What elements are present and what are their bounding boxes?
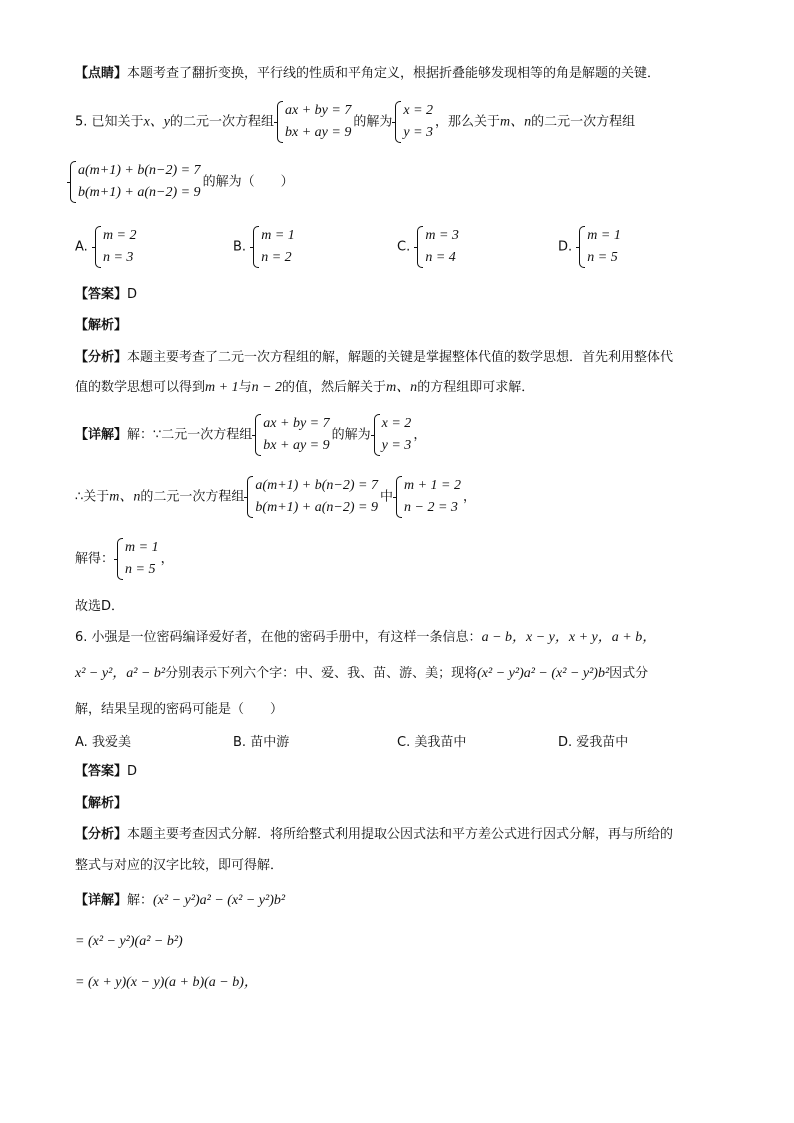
xiangjie-text: ， [463, 489, 477, 505]
xiangjie-tag: 【详解】 [75, 427, 128, 443]
fenxi-text: 的值，然后解关于 [282, 380, 387, 395]
equation: y = 3 [381, 438, 412, 453]
equation: n − 2 = 3 [404, 500, 458, 515]
q5-stem-line2 [75, 160, 294, 205]
q5-solution-1 [394, 100, 433, 144]
q6-option-c [397, 731, 466, 750]
q6-fenxi-line1 [75, 825, 673, 845]
answer-value: D [127, 764, 138, 779]
q5-stem-text: 的二元一次方程组 [531, 114, 636, 130]
equation: n = 5 [125, 562, 156, 577]
q6-xiangjie-line1 [75, 891, 285, 911]
q5-xiangjie-line3 [75, 537, 174, 582]
xiangjie-text: 解： [127, 893, 154, 908]
dianjing-text: 本题考查了翻折变换，平行线的性质和平角定义，根据折叠能够发现相等的角是解题的关键． [127, 66, 661, 81]
fenxi-tag: 【分析】 [75, 827, 128, 842]
q5-xiangjie-line1 [75, 413, 426, 458]
q6-option-a [75, 731, 131, 750]
q6-stem-line2 [75, 664, 648, 684]
q5-option-d [558, 225, 623, 269]
q5-stem-line1 [75, 100, 635, 145]
fenxi-text: 的方程组即可求解． [417, 380, 535, 395]
q5-fenxi-line1 [75, 348, 673, 368]
equation: m + 1 = 2 [404, 478, 462, 493]
q5-vars-xy: x、y [143, 114, 170, 130]
xiangjie-tag: 【详解】 [75, 893, 128, 908]
math-expr: x² − y²，a² − b² [75, 666, 166, 681]
equation: m = 1 [587, 228, 621, 243]
q5-system-1 [276, 100, 351, 144]
option-system [94, 225, 137, 269]
equation: b(m+1) + a(n−2) = 9 [78, 185, 201, 200]
q5-vars-mn: m、n [500, 114, 532, 130]
xj-solution-1 [373, 413, 412, 457]
math-expr: a − b，x − y，x + y，a + b， [481, 630, 657, 645]
option-label: B. [233, 239, 247, 255]
option-text: 爱我苗中 [576, 735, 629, 750]
q6-fenxi-line2: 整式与对应的汉字比较，即可得解． [75, 858, 284, 873]
math-expr: = (x² − y²)(a² − b²) [75, 934, 183, 949]
q5-stem-text: ，那么关于 [435, 114, 501, 130]
xiangjie-text: 的解为 [331, 427, 371, 443]
q5-option-c [397, 225, 461, 269]
q5-conclusion: 故选D． [75, 599, 125, 614]
q6-option-b [233, 731, 289, 750]
prev-note [75, 64, 660, 84]
q5-option-a [75, 225, 139, 269]
option-system [252, 225, 295, 269]
q6-answer [75, 762, 137, 782]
math-expr: m + 1 [205, 380, 239, 395]
equation: bx + ay = 9 [263, 438, 330, 453]
equation: m = 3 [425, 228, 459, 243]
xj-solution-final [116, 537, 159, 581]
math-expr: (x² − y²)a² − (x² − y²)b² [477, 666, 610, 681]
option-label: A. [75, 239, 88, 255]
answer-tag: 【答案】 [75, 287, 128, 302]
option-text: 美我苗中 [414, 735, 467, 750]
math-expr: m、n [109, 489, 141, 505]
q6-number: 6. [75, 630, 88, 645]
equation: bx + ay = 9 [285, 125, 352, 140]
q5-fenxi-line2 [75, 378, 534, 398]
math-expr: = (x + y)(x − y)(a + b)(a − b)， [75, 975, 258, 990]
fenxi-text: 与 [238, 380, 252, 395]
option-label: C. [397, 239, 411, 255]
q5-system-2 [69, 160, 201, 204]
equation: n = 3 [102, 250, 134, 265]
equation: m = 1 [261, 228, 295, 243]
xiangjie-text: 解：∵二元一次方程组 [127, 427, 253, 443]
q5-analysis-tag [75, 316, 127, 336]
option-label: D. [558, 735, 573, 750]
q6-stem-line3: 解，结果呈现的密码可能是（ ） [75, 702, 284, 717]
q6-stem-text: 分别表示下列六个字：中、爱、我、苗、游、美；现将 [165, 666, 478, 681]
equation: y = 3 [403, 125, 434, 140]
q5-stem-text: 已知关于 [91, 114, 144, 130]
q6-stem-text: 小强是一位密码编译爱好者，在他的密码手册中，有这样一条信息： [91, 630, 482, 645]
answer-value: D [127, 287, 138, 302]
equation: n = 5 [587, 250, 618, 265]
analysis-tag: 【解析】 [75, 796, 128, 811]
xiangjie-text: ， [413, 427, 427, 443]
q6-xiangjie-line2 [75, 932, 183, 952]
math-expr: (x² − y²)a² − (x² − y²)b² [153, 893, 286, 908]
xj-system-2 [246, 475, 378, 519]
option-system [416, 225, 459, 269]
q5-stem-text: 的解为 [353, 114, 393, 130]
equation: n = 2 [261, 250, 292, 265]
fenxi-tag: 【分析】 [75, 350, 128, 365]
q5-number: 5. [75, 114, 88, 130]
analysis-tag: 【解析】 [75, 318, 128, 333]
q6-option-d [558, 731, 628, 750]
xiangjie-text: 中 [379, 489, 393, 505]
equation: x = 2 [403, 103, 434, 118]
equation: a(m+1) + b(n−2) = 7 [78, 163, 201, 178]
answer-tag: 【答案】 [75, 764, 128, 779]
math-expr: n − 2 [251, 380, 283, 395]
xiangjie-text: ∴关于 [75, 489, 110, 505]
equation: a(m+1) + b(n−2) = 7 [255, 478, 378, 493]
dianjing-tag: 【点睛】 [75, 66, 128, 81]
equation: x = 2 [381, 416, 412, 431]
equation: n = 4 [425, 250, 456, 265]
option-label: B. [233, 735, 247, 750]
xiangjie-text: 解得： [75, 551, 115, 567]
q5-xiangjie-line2 [75, 475, 476, 520]
q5-option-b [233, 225, 297, 269]
q5-stem-text: 的解为（ ） [202, 174, 294, 190]
option-system [578, 225, 621, 269]
q6-xiangjie-line3 [75, 973, 258, 993]
xiangjie-text: ， [160, 551, 174, 567]
xiangjie-text: 的二元一次方程组 [140, 489, 245, 505]
q5-stem-text: 的二元一次方程组 [170, 114, 275, 130]
q6-stem-line1 [75, 628, 656, 648]
q6-analysis-tag [75, 794, 127, 814]
xj-system-1 [254, 413, 329, 457]
fenxi-text: 本题主要考查了二元一次方程组的解，解题的关键是掌握整体代值的数学思想．首先利用整体代 [127, 350, 674, 365]
equation: b(m+1) + a(n−2) = 9 [255, 500, 378, 515]
equation: ax + by = 7 [285, 103, 352, 118]
q5-answer [75, 285, 137, 305]
option-label: A. [75, 735, 88, 750]
q6-stem-text: 因式分 [609, 666, 649, 681]
option-text: 我爱美 [91, 735, 131, 750]
equation: ax + by = 7 [263, 416, 330, 431]
equation: m = 1 [125, 540, 159, 555]
fenxi-text: 值的数学思想可以得到 [75, 380, 206, 395]
option-label: D. [558, 239, 573, 255]
equation: m = 2 [102, 228, 137, 243]
option-text: 苗中游 [250, 735, 290, 750]
math-expr: m、n [386, 380, 418, 395]
option-label: C. [397, 735, 411, 750]
xj-system-3 [395, 475, 461, 519]
fenxi-text: 本题主要考查因式分解．将所给整式利用提取公因式法和平方差公式进行因式分解，再与所给的 [127, 827, 674, 842]
